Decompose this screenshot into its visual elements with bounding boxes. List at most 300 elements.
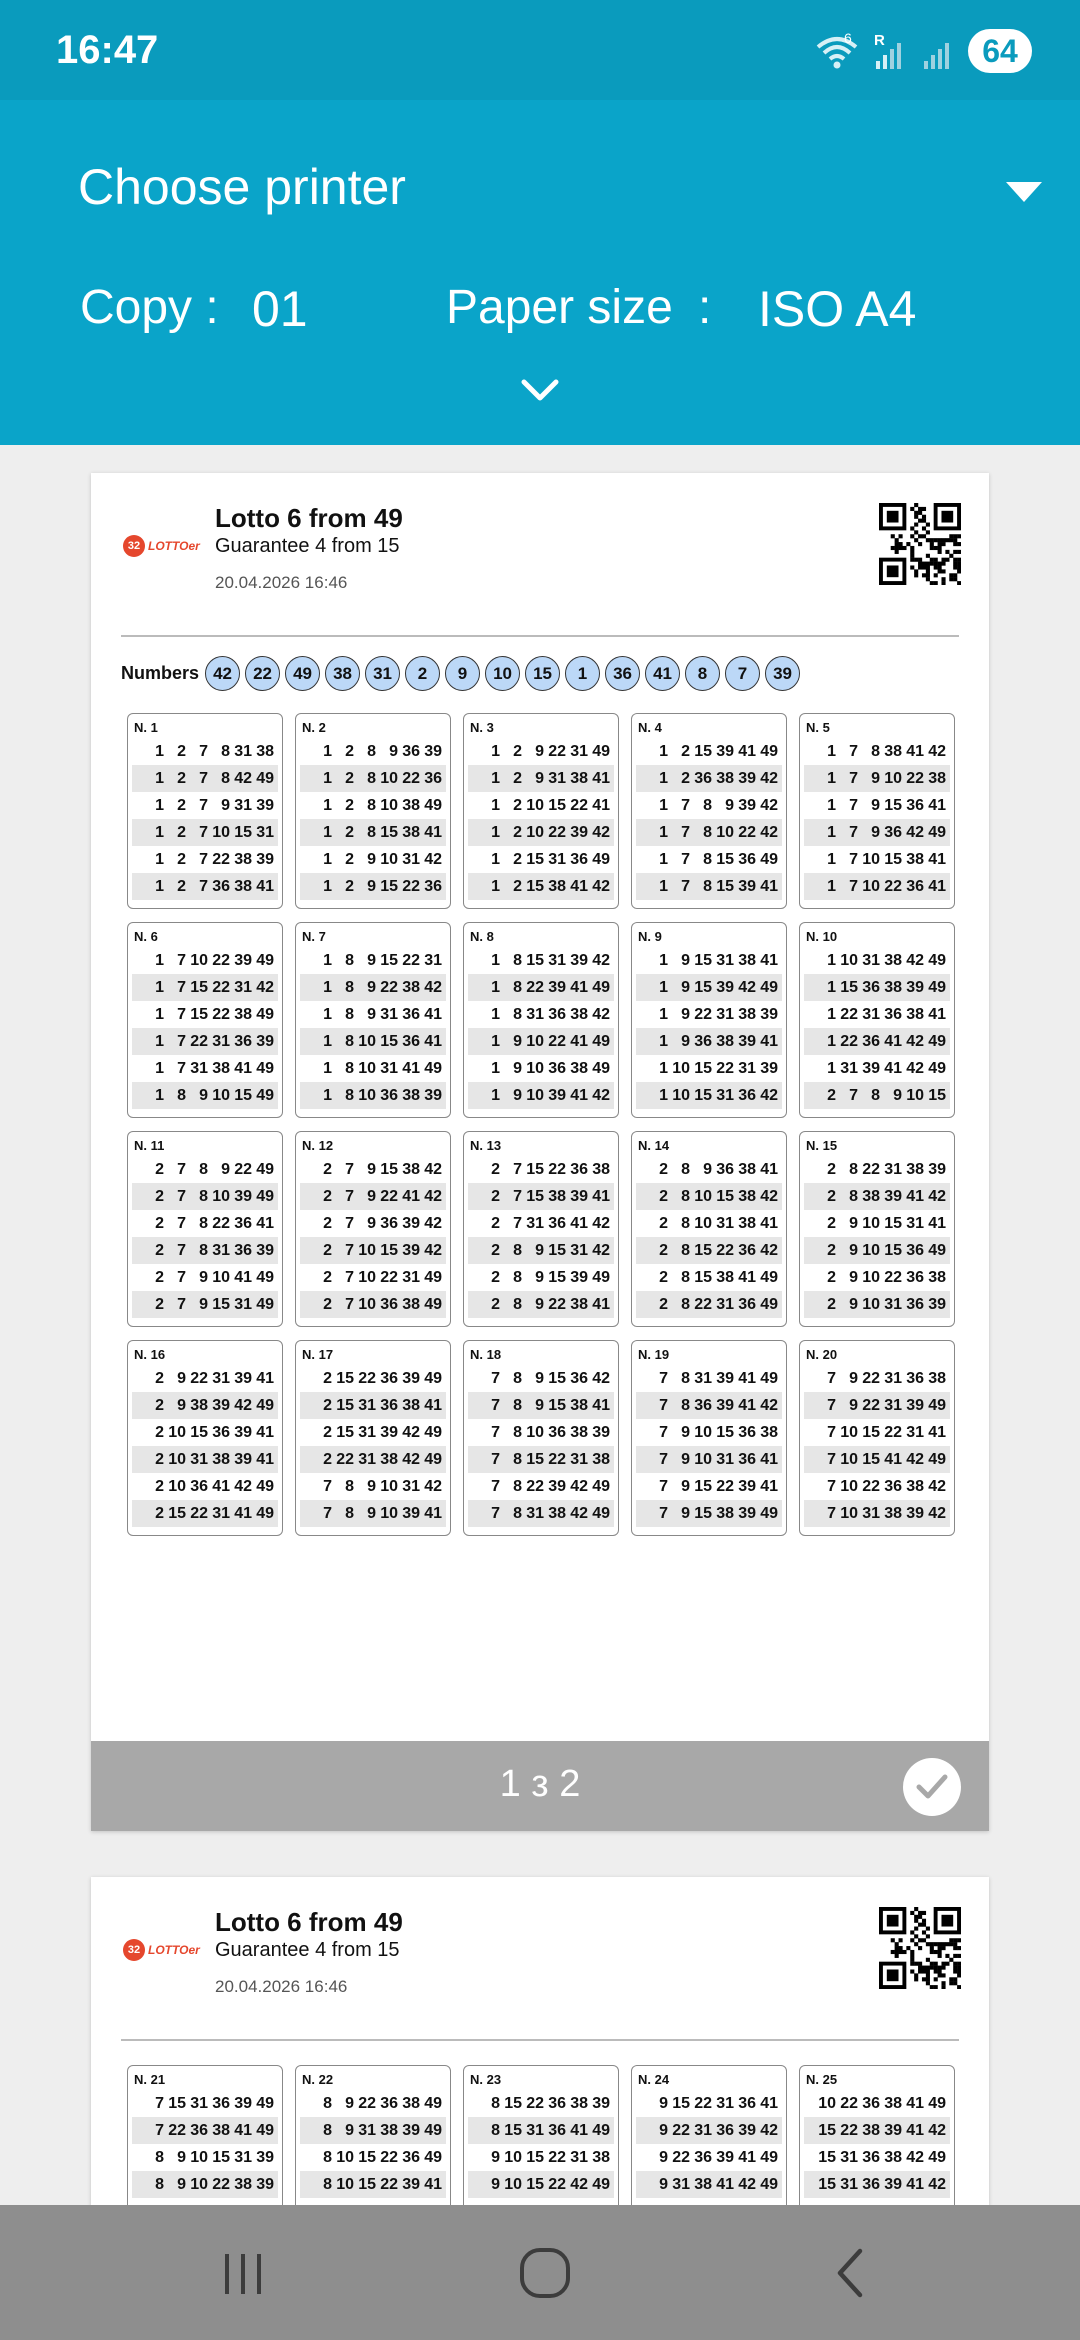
- ticket-number: 7: [177, 1187, 186, 1205]
- ticket-number: 1: [659, 1032, 668, 1050]
- ticket-number: 7: [827, 1369, 836, 1387]
- ticket-number: 41: [256, 1214, 274, 1232]
- ticket-number: 22: [738, 823, 756, 841]
- ticket-number: 8: [323, 2175, 332, 2193]
- ticket-number: 49: [424, 2148, 442, 2166]
- ticket-number: 49: [928, 1241, 946, 1259]
- ticket-label: N. 1: [134, 720, 158, 735]
- ticket-number: 22: [884, 877, 902, 895]
- ticket-number: 42: [906, 823, 924, 841]
- ticket-number: 9: [535, 769, 544, 787]
- ticket-row: [132, 2117, 278, 2144]
- ticket-number: 2: [513, 823, 522, 841]
- ticket-number: 22: [212, 850, 230, 868]
- ticket-number: 2: [323, 1187, 332, 1205]
- ticket-row: [300, 1001, 446, 1028]
- ticket-number: 7: [849, 850, 858, 868]
- ticket-number: 22: [672, 2121, 690, 2139]
- ticket-number: 42: [234, 769, 252, 787]
- ticket-row: [636, 765, 782, 792]
- ticket-number: 39: [884, 1187, 902, 1205]
- status-bar: [0, 0, 1080, 100]
- ticket-number: 22: [694, 2094, 712, 2112]
- ticket-number: 39: [402, 2121, 420, 2139]
- ticket-label: N. 16: [134, 1347, 166, 1362]
- ticket-number: 49: [424, 1268, 442, 1286]
- ticket-number: 2: [345, 823, 354, 841]
- ticket-number: 2: [345, 742, 354, 760]
- ticket-number: 42: [234, 1477, 252, 1495]
- ticket-number: 1: [155, 978, 164, 996]
- copy-value[interactable]: 01: [252, 281, 308, 337]
- ticket-number: 15: [884, 1214, 902, 1232]
- ticket-number: 39: [570, 951, 588, 969]
- ticket-number: 31: [716, 951, 734, 969]
- ticket-number: 9: [681, 1477, 690, 1495]
- ticket-number: 1: [491, 796, 500, 814]
- ticket: [127, 1131, 283, 1327]
- ticket-number: 10: [526, 1032, 544, 1050]
- ticket-number: 49: [256, 1160, 274, 1178]
- ticket-row: [804, 1446, 950, 1473]
- ticket-row: [300, 873, 446, 900]
- ticket-number: 49: [256, 769, 274, 787]
- ticket-number: 15: [526, 1450, 544, 1468]
- ticket-row: [804, 1082, 950, 1109]
- back-button[interactable]: [810, 2233, 890, 2313]
- ticket-number: 49: [256, 1295, 274, 1313]
- ticket-number: 22: [862, 1396, 880, 1414]
- ticket-number: 10: [358, 1295, 376, 1313]
- ticket-number: 22: [526, 978, 544, 996]
- ticket-number: 38: [570, 1295, 588, 1313]
- ticket-number: 36: [212, 877, 230, 895]
- ticket-number: 31: [862, 1504, 880, 1522]
- ticket-number: 31: [862, 1005, 880, 1023]
- ticket-number: 31: [716, 1086, 734, 1104]
- ticket-row: [468, 1028, 614, 1055]
- ticket-number: 9: [659, 2094, 668, 2112]
- ticket-row: [132, 1237, 278, 1264]
- ticket-number: 1: [155, 1032, 164, 1050]
- ticket-number: 39: [738, 769, 756, 787]
- ticket-row: [636, 1500, 782, 1527]
- ticket-number: 9: [513, 1032, 522, 1050]
- ticket-number: 36: [548, 1059, 566, 1077]
- ticket-row: [636, 2117, 782, 2144]
- ticket-number: 15: [380, 951, 398, 969]
- ticket-number: 31: [256, 823, 274, 841]
- ticket-number: 42: [592, 1086, 610, 1104]
- ticket-number: 10: [526, 1086, 544, 1104]
- ticket-number: 39: [424, 742, 442, 760]
- ticket-number: 2: [155, 1504, 164, 1522]
- ticket-number: 7: [827, 1477, 836, 1495]
- ticket-number: 22: [402, 951, 420, 969]
- ticket-row: [468, 1473, 614, 1500]
- ticket-number: 8: [345, 1504, 354, 1522]
- ticket: [127, 713, 283, 909]
- ticket-number: 15: [548, 1396, 566, 1414]
- ticket-number: 7: [177, 1214, 186, 1232]
- ticket-number: 7: [199, 823, 208, 841]
- ticket-label: N. 12: [302, 1138, 334, 1153]
- ticket-number: 31: [570, 1450, 588, 1468]
- ticket-number: 1: [323, 850, 332, 868]
- ticket-row: [132, 1446, 278, 1473]
- ticket-number: 36: [548, 1005, 566, 1023]
- ticket-row: [636, 792, 782, 819]
- ticket-number: 9: [535, 742, 544, 760]
- ticket-number: 42: [424, 1214, 442, 1232]
- ticket-number: 2: [177, 850, 186, 868]
- numbers-row: [121, 656, 805, 691]
- ticket-number: 10: [336, 2175, 354, 2193]
- ticket-number: 22: [380, 2148, 398, 2166]
- ticket-number: 41: [884, 1032, 902, 1050]
- ticket-number: 39: [716, 1396, 734, 1414]
- ticket-number: 8: [221, 769, 230, 787]
- ticket-number: 9: [199, 1086, 208, 1104]
- ticket-number: 49: [928, 1032, 946, 1050]
- ticket-number: 9: [367, 1214, 376, 1232]
- ticket-number: 41: [928, 877, 946, 895]
- ticket-row: [636, 2090, 782, 2117]
- number-ball: 8: [685, 656, 720, 691]
- ticket-number: 2: [323, 1160, 332, 1178]
- ticket-number: 31: [672, 2175, 690, 2193]
- ticket-row: [468, 1365, 614, 1392]
- ticket-number: 9: [535, 1396, 544, 1414]
- ticket-row: [300, 1473, 446, 1500]
- ticket-number: 22: [358, 2094, 376, 2112]
- ticket-number: 7: [513, 1160, 522, 1178]
- ticket-number: 41: [760, 1032, 778, 1050]
- ticket-number: 8: [703, 877, 712, 895]
- choose-printer-label[interactable]: Choose printer: [78, 159, 406, 215]
- ticket-number: 9: [681, 951, 690, 969]
- ticket-label: N. 22: [302, 2072, 334, 2087]
- ticket-number: 42: [906, 951, 924, 969]
- ticket-number: 39: [256, 2175, 274, 2193]
- lottoer-logo: 32 LOTTOer: [123, 1939, 200, 1961]
- ticket-row: [804, 873, 950, 900]
- ticket-number: 38: [212, 1059, 230, 1077]
- ticket-number: 22: [358, 1369, 376, 1387]
- ticket-row: [468, 1082, 614, 1109]
- ticket-number: 42: [906, 2148, 924, 2166]
- ticket-number: 7: [177, 1268, 186, 1286]
- number-ball: 2: [405, 656, 440, 691]
- ticket-number: 31: [212, 1241, 230, 1259]
- home-button[interactable]: [505, 2233, 585, 2313]
- ticket-number: 2: [513, 877, 522, 895]
- ticket-number: 49: [424, 1369, 442, 1387]
- ticket-number: 2: [659, 1241, 668, 1259]
- ticket-label: N. 11: [134, 1138, 165, 1153]
- ticket-number: 10: [526, 1423, 544, 1441]
- ticket-number: 41: [760, 1214, 778, 1232]
- ticket-number: 22: [380, 1187, 398, 1205]
- ticket-number: 22: [862, 1369, 880, 1387]
- ticket-number: 10: [358, 1086, 376, 1104]
- ticket-number: 15: [380, 823, 398, 841]
- ticket-number: 15: [526, 951, 544, 969]
- ticket-number: 1: [659, 1059, 668, 1077]
- ticket-number: 2: [155, 1423, 164, 1441]
- ticket-number: 15: [694, 1477, 712, 1495]
- ticket-number: 38: [402, 823, 420, 841]
- ticket-number: 49: [928, 2094, 946, 2112]
- ticket-row: [804, 738, 950, 765]
- ticket-number: 22: [570, 796, 588, 814]
- ticket-number: 22: [694, 1295, 712, 1313]
- ticket-number: 22: [380, 2175, 398, 2193]
- ticket-number: 7: [491, 1450, 500, 1468]
- ticket-number: 41: [424, 1005, 442, 1023]
- ticket-number: 8: [221, 742, 230, 760]
- ticket-number: 38: [906, 1477, 924, 1495]
- ticket-number: 9: [199, 1295, 208, 1313]
- ticket-number: 31: [212, 1369, 230, 1387]
- recent-apps-icon: [219, 2248, 269, 2298]
- ticket-number: 22: [548, 1450, 566, 1468]
- ticket-number: 1: [155, 1059, 164, 1077]
- ticket-number: 39: [760, 1005, 778, 1023]
- printer-dropdown-icon[interactable]: [1004, 180, 1044, 204]
- ticket-row: [804, 1419, 950, 1446]
- ticket-number: 15: [716, 1187, 734, 1205]
- ticket-row: [300, 2171, 446, 2198]
- ticket-row: [468, 792, 614, 819]
- ticket-number: 31: [884, 1295, 902, 1313]
- ticket-row: [636, 2144, 782, 2171]
- ticket-number: 1: [659, 1086, 668, 1104]
- ticket-number: 15: [526, 1160, 544, 1178]
- ticket-number: 31: [906, 1423, 924, 1441]
- battery-level: 64: [982, 32, 1018, 69]
- ticket-number: 1: [827, 769, 836, 787]
- ticket-row: [132, 1365, 278, 1392]
- ticket-number: 2: [659, 1187, 668, 1205]
- paper-size-colon: :: [698, 281, 712, 334]
- ticket-number: 39: [256, 1032, 274, 1050]
- ticket-row: [468, 2171, 614, 2198]
- ticket-number: 38: [928, 1268, 946, 1286]
- ticket-number: 42: [928, 1187, 946, 1205]
- ticket-row: [132, 765, 278, 792]
- ticket-number: 10: [862, 1214, 880, 1232]
- ticket-number: 1: [659, 877, 668, 895]
- ticket-number: 15: [168, 2094, 186, 2112]
- ticket-number: 15: [504, 2121, 522, 2139]
- signal-icon-2: [922, 31, 954, 71]
- ticket-number: 22: [548, 1295, 566, 1313]
- ticket-number: 38: [906, 1160, 924, 1178]
- ticket-number: 7: [681, 877, 690, 895]
- ticket-number: 7: [659, 1396, 668, 1414]
- ticket-number: 10: [526, 823, 544, 841]
- ticket-number: 7: [659, 1504, 668, 1522]
- ticket-number: 1: [659, 850, 668, 868]
- ticket-number: 39: [884, 2175, 902, 2193]
- ticket-number: 36: [738, 850, 756, 868]
- ticket-number: 22: [548, 823, 566, 841]
- ticket-row: [468, 1500, 614, 1527]
- recent-apps-button[interactable]: [204, 2233, 284, 2313]
- ticket-number: 49: [256, 1059, 274, 1077]
- ticket-row: [804, 1055, 950, 1082]
- ticket-number: 38: [570, 1059, 588, 1077]
- ticket-number: 7: [491, 1423, 500, 1441]
- ticket-number: 10: [840, 1477, 858, 1495]
- ticket-number: 36: [694, 2148, 712, 2166]
- ticket-number: 2: [155, 1369, 164, 1387]
- copy-label: Copy :: [80, 281, 219, 334]
- ticket-number: 15: [526, 1187, 544, 1205]
- ticket-number: 10: [526, 796, 544, 814]
- ticket-number: 39: [716, 742, 734, 760]
- ticket-number: 42: [592, 877, 610, 895]
- ticket: [127, 1340, 283, 1536]
- ticket-number: 22: [884, 1423, 902, 1441]
- ticket-number: 38: [570, 2094, 588, 2112]
- ticket-row: [468, 1210, 614, 1237]
- ticket-number: 7: [345, 1214, 354, 1232]
- ticket-number: 41: [212, 1477, 230, 1495]
- ticket-number: 36: [402, 2148, 420, 2166]
- ticket-number: 39: [906, 1396, 924, 1414]
- ticket-number: 41: [760, 1477, 778, 1495]
- ticket-number: 49: [928, 978, 946, 996]
- ticket-number: 2: [659, 1268, 668, 1286]
- ticket-row: [636, 846, 782, 873]
- ticket-number: 36: [862, 1032, 880, 1050]
- ticket-number: 39: [256, 850, 274, 868]
- page-selected-check[interactable]: [903, 1758, 961, 1816]
- ticket-number: 39: [570, 823, 588, 841]
- ticket-number: 36: [738, 1086, 756, 1104]
- ticket-number: 7: [491, 1504, 500, 1522]
- ticket-number: 1: [491, 951, 500, 969]
- paper-size-value[interactable]: ISO A4: [758, 281, 917, 337]
- ticket-number: 7: [345, 1241, 354, 1259]
- ticket-number: 15: [818, 2175, 836, 2193]
- ticket-row: [804, 1237, 950, 1264]
- ticket-number: 41: [884, 1059, 902, 1077]
- ticket-number: 36: [548, 1214, 566, 1232]
- ticket-number: 41: [928, 1214, 946, 1232]
- status-time: 16:47: [56, 28, 159, 72]
- ticket-number: 42: [424, 850, 442, 868]
- ticket-number: 7: [177, 978, 186, 996]
- ticket-number: 49: [760, 1268, 778, 1286]
- ticket-number: 38: [402, 2094, 420, 2112]
- expand-options-icon[interactable]: [518, 376, 562, 404]
- ticket-number: 38: [570, 769, 588, 787]
- ticket-number: 2: [491, 1214, 500, 1232]
- ticket-number: 22: [716, 1477, 734, 1495]
- ticket-number: 22: [234, 1160, 252, 1178]
- ticket-number: 2: [155, 1187, 164, 1205]
- ticket-number: 42: [234, 1396, 252, 1414]
- ticket-number: 7: [177, 951, 186, 969]
- ticket-row: [300, 2090, 446, 2117]
- ticket-number: 2: [155, 1295, 164, 1313]
- ticket-number: 15: [716, 877, 734, 895]
- ticket: [631, 1340, 787, 1536]
- print-preview-page-1[interactable]: [91, 473, 989, 1831]
- ticket-number: 42: [928, 2175, 946, 2193]
- ticket-number: 36: [570, 1369, 588, 1387]
- ticket-number: 7: [849, 877, 858, 895]
- ticket-number: 8: [513, 1268, 522, 1286]
- ticket-number: 31: [358, 2121, 376, 2139]
- ticket-number: 9: [681, 1504, 690, 1522]
- ticket-number: 31: [716, 1005, 734, 1023]
- ticket-number: 8: [491, 2094, 500, 2112]
- ticket-number: 36: [862, 978, 880, 996]
- ticket-number: 41: [928, 850, 946, 868]
- ticket-number: 8: [513, 1477, 522, 1495]
- ticket-number: 22: [336, 1450, 354, 1468]
- ticket-number: 10: [862, 877, 880, 895]
- ticket-number: 42: [424, 1477, 442, 1495]
- ticket-number: 2: [681, 769, 690, 787]
- ticket-number: 36: [234, 1241, 252, 1259]
- ticket-number: 9: [367, 1504, 376, 1522]
- ticket-row: [132, 1473, 278, 1500]
- ticket-number: 2: [513, 769, 522, 787]
- ticket-number: 36: [380, 1295, 398, 1313]
- ticket-number: 10: [212, 1086, 230, 1104]
- ticket-number: 39: [738, 1504, 756, 1522]
- ticket-number: 41: [234, 1504, 252, 1522]
- ticket-number: 38: [234, 1005, 252, 1023]
- ticket-number: 9: [345, 2121, 354, 2139]
- ticket-number: 22: [190, 1032, 208, 1050]
- ticket-number: 39: [716, 2148, 734, 2166]
- ticket-number: 49: [592, 2175, 610, 2193]
- ticket-row: [804, 1473, 950, 1500]
- ticket-number: 22: [884, 1268, 902, 1286]
- ticket-number: 42: [592, 1005, 610, 1023]
- ticket-number: 38: [234, 850, 252, 868]
- ticket-number: 7: [849, 796, 858, 814]
- ticket-number: 41: [570, 1214, 588, 1232]
- ticket-number: 49: [592, 1032, 610, 1050]
- ticket-number: 2: [827, 1295, 836, 1313]
- ticket-number: 42: [592, 951, 610, 969]
- ticket-row: [300, 1055, 446, 1082]
- ticket-number: 38: [190, 1396, 208, 1414]
- ticket-number: 41: [760, 2094, 778, 2112]
- ticket-number: 10: [672, 1059, 690, 1077]
- ticket-number: 1: [155, 850, 164, 868]
- ticket-number: 1: [323, 796, 332, 814]
- ticket-row: [636, 1183, 782, 1210]
- ticket-number: 36: [716, 2121, 734, 2139]
- ticket-number: 31: [380, 1059, 398, 1077]
- ticket-number: 42: [256, 978, 274, 996]
- ticket-number: 38: [862, 2121, 880, 2139]
- ticket-row: [804, 974, 950, 1001]
- ticket-number: 7: [345, 1268, 354, 1286]
- ticket-number: 8: [513, 1295, 522, 1313]
- ticket-number: 10: [862, 1268, 880, 1286]
- ticket: [295, 2065, 451, 2207]
- print-preview-page-2[interactable]: [91, 1877, 989, 2207]
